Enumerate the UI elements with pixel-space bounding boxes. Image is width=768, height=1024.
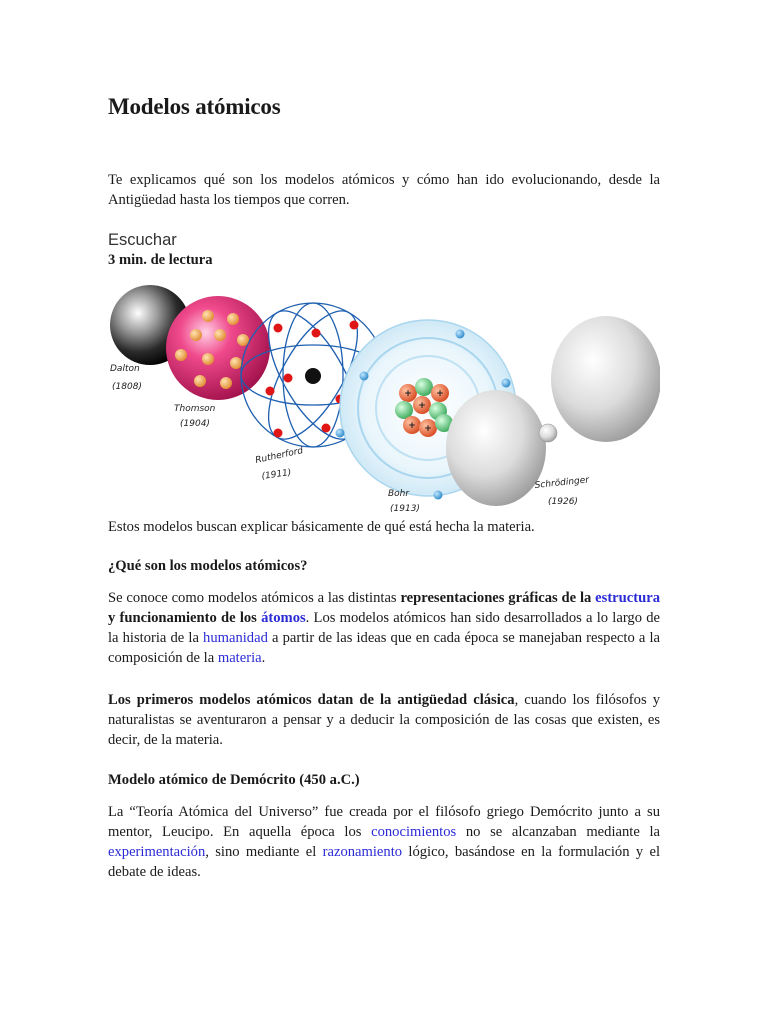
svg-text:+: + [418,401,426,411]
link-atomos[interactable]: átomos [261,610,306,626]
figure-caption: Estos modelos buscan explicar básicamente de qué está hecha la materia. [108,519,535,535]
intro-paragraph: Te explicamos qué son los modelos atómicos y cómo han ido evolucionando, desde la Antigüedad hasta los tiempos que corren. [108,172,660,208]
label-rutherford: Rutherford [254,446,305,466]
text: a partir de las ideas que en cada época se manejaban respecto a la composición de la [108,630,660,666]
section-heading-democrito: Modelo atómico de Demócrito (450 a.C.) [108,772,360,788]
text: Se conoce como modelos atómicos a las distintas [108,590,401,606]
link-razonamiento[interactable]: razonamiento [322,844,403,860]
paragraph-antiguedad [108,690,660,750]
link-humanidad[interactable]: humanidad [203,630,268,646]
text: , sino mediante el [205,844,323,860]
atomic-models-figure [108,283,660,515]
label-schrodinger: Schrödinger [534,475,590,491]
label-schrodinger-year: (1926) [548,497,578,507]
section-heading-que-son: ¿Qué son los modelos atómicos? [108,558,308,574]
paragraph-democrito [108,802,660,882]
bold-text: Los primeros modelos atómicos datan de la antigüedad clásica [108,692,515,708]
label-rutherford-year: (1911) [261,467,293,482]
text: . [261,650,266,666]
label-thomson: Thomson [174,404,216,414]
label-thomson-year: (1904) [180,419,210,429]
page-title: Modelos atómicos [108,94,281,119]
text: , cuando los filósofos y naturalistas se aventuraron a pensar y a deducir la composición de las cosas que existen, es decir, de la materia. [108,692,660,748]
paragraph-definition [108,588,660,668]
label-bohr-year: (1913) [390,504,420,514]
link-conocimientos[interactable]: conocimientos [371,824,457,840]
thomson-model [166,296,270,400]
svg-text:+: + [404,389,412,399]
link-materia[interactable]: materia [217,650,262,666]
link-experimentacion[interactable]: experimentación [108,844,206,860]
text: lógico, basándose en la formulación y el debate de ideas. [108,844,661,880]
label-dalton: Dalton [110,364,140,374]
svg-text:+: + [408,421,416,431]
bold-text: y funcionamiento de los [108,610,262,626]
text: La “Teoría Atómica del Universo” fue creada por el filósofo griego Demócrito junto a su mentor, Leucipo. En aquella época los [108,804,660,840]
listen-button[interactable]: Escuchar [108,231,177,249]
label-dalton-year: (1808) [112,382,142,392]
link-estructura[interactable]: estructura [595,590,660,606]
read-time: 3 min. de lectura [108,252,213,268]
bold-text: representaciones gráficas de la [400,590,596,606]
svg-text:+: + [424,424,432,434]
atomic-models-illustration [108,283,660,515]
text: no se alcanzaban mediante la [456,824,660,840]
label-bohr: Bohr [388,489,410,499]
svg-text:+: + [436,389,444,399]
text: . Los modelos atómicos han sido desarrollados a lo largo de la historia de la [108,610,661,646]
